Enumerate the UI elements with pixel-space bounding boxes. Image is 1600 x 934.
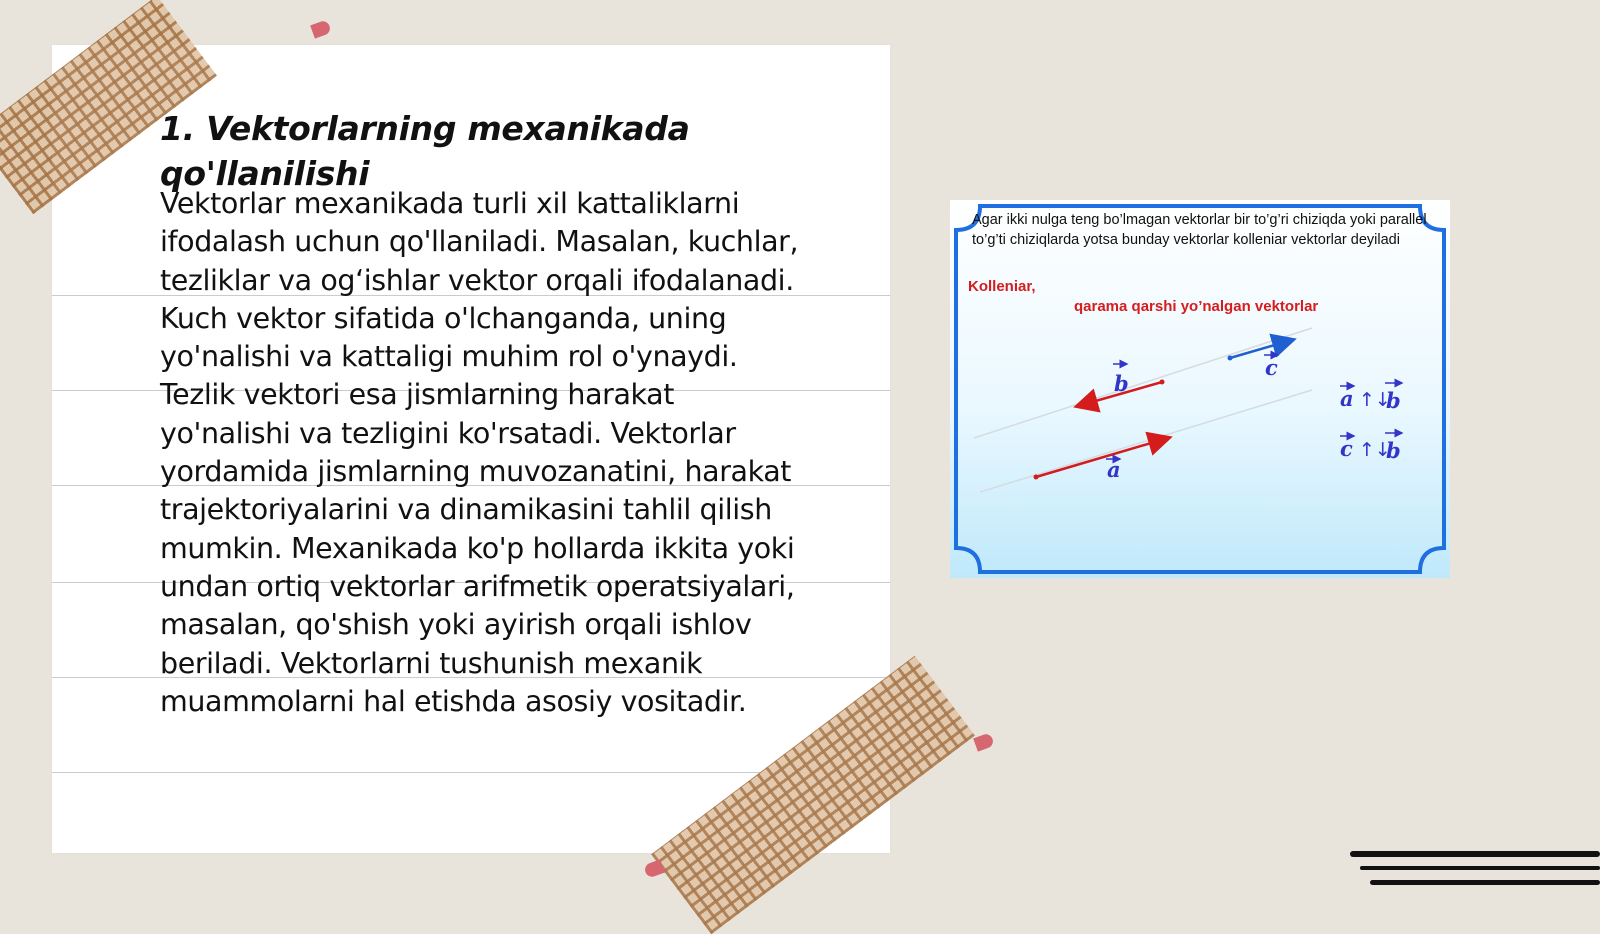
vector-c: [1230, 340, 1292, 358]
tape-end-mark: [973, 732, 995, 751]
svg-text:↑↓: ↑↓: [1359, 389, 1391, 411]
decorative-stripe: [1360, 866, 1600, 870]
figure-kolleniar-label: Kolleniar,: [968, 278, 1036, 295]
tape-end-mark: [310, 19, 332, 38]
figure-subtitle: qarama qarshi yo’nalgan vektorlar: [1074, 298, 1319, 315]
label-a: a: [1107, 457, 1121, 482]
figure-definition-text: Agar ikki nulga teng bo’lmagan vektorlar bir to’g’ri chiziqda yoki parallel to’g’ti chiziqlarda yotsa bunday vektorlar kolleniar vektorlar deyiladi: [972, 212, 1427, 248]
relation-a-b: [1340, 383, 1402, 413]
relation-c-b: [1340, 433, 1402, 463]
guide-line: [974, 328, 1312, 438]
decorative-stripe: [1370, 880, 1600, 885]
decorative-stripe: [1350, 851, 1600, 857]
svg-text:b: b: [1386, 388, 1401, 413]
slide-title: 1. Vektorlarning mexanikada qo'llanilishi: [160, 109, 690, 193]
collinear-vectors-figure: [950, 200, 1450, 578]
label-c: c: [1265, 355, 1278, 380]
vector-a: [1036, 438, 1168, 477]
label-b: b: [1114, 371, 1129, 396]
figure-graphics: [950, 200, 1450, 578]
slide-body-text: Vektorlar mexanikada turli xil kattaliklarni ifodalash uchun qo'llaniladi. Masalan, kuchlar, tezliklar va og‘ishlar vektor orqali ifodalanadi. Kuch vektor sifatida o'lchanganda, uning yo'nalishi va kattaligi muhim rol o'ynaydi. Tezlik vektori esa jismlarning harakat yo'nalishi va tezligini ko'rsatadi. Vektorlar yordamida jismlarning muvozanatini, harakat trajektoriyalarini va dinamikasini tahlil qilish mumkin. Mexanikada ko'p hollarda ikkita yoki undan ortiq vektorlar arifmetik operatsiyalari, masalan, qo'shish yoki ayirish orqali ishlov beriladi. Vektorlarni tushunish mexanik muammolarni hal etishda asosiy vositadir.: [160, 187, 799, 718]
svg-text:↑↓: ↑↓: [1359, 439, 1391, 461]
guide-line: [980, 390, 1312, 492]
svg-text:b: b: [1386, 438, 1401, 463]
svg-text:a: a: [1340, 386, 1354, 411]
svg-text:c: c: [1340, 436, 1353, 461]
